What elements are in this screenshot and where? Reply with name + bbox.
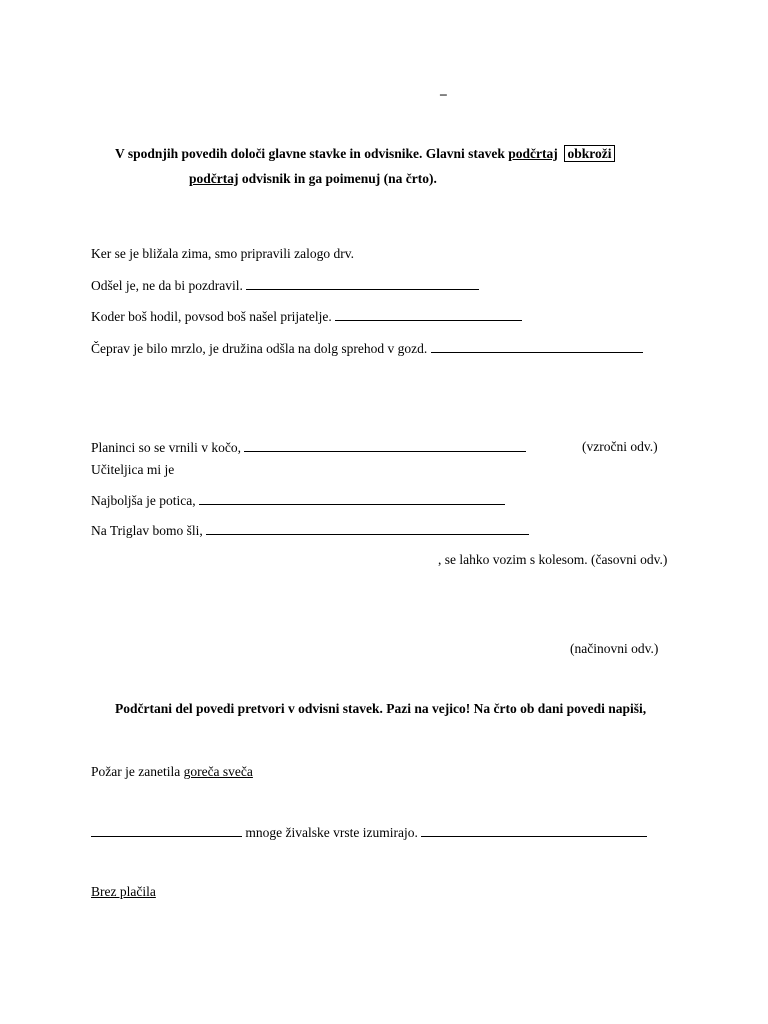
answer-blank[interactable]	[246, 277, 479, 290]
title-dash: –	[440, 86, 447, 101]
sentence-2	[91, 277, 479, 294]
triglav-line	[91, 522, 529, 539]
uciteljica-line: Učiteljica mi je	[91, 462, 175, 477]
sentence-3	[91, 308, 522, 325]
task2-instruction: Podčrtani del povedi pretvori v odvisni stavek. Pazi na vejico! Na črto ob dani povedi napiši,	[115, 701, 647, 716]
task1-instruction-line1	[115, 146, 615, 162]
answer-blank[interactable]	[421, 824, 647, 837]
pozar-underlined: goreča sveča	[183, 764, 253, 779]
planinci-line	[91, 439, 526, 456]
zivali-line	[91, 824, 647, 841]
brez-placila-line: Brez plačila	[91, 884, 156, 899]
sentence-3-text: Koder boš hodil, povsod boš našel prijatelje.	[91, 309, 332, 324]
answer-blank[interactable]	[244, 439, 526, 452]
sentence-4	[91, 340, 643, 357]
pozar-line	[91, 764, 253, 780]
task1-underline-word-2: podčrtaj	[189, 171, 239, 186]
task1-instruction-line2	[189, 171, 437, 187]
sentence-1: Ker se je bližala zima, smo pripravili zalogo drv.	[91, 246, 355, 261]
answer-blank[interactable]	[206, 522, 529, 535]
sentence-2-text: Odšel je, ne da bi pozdravil.	[91, 278, 243, 293]
answer-blank[interactable]	[91, 824, 242, 837]
triglav-text: Na Triglav bomo šli,	[91, 523, 203, 538]
vzrocni-label: (vzročni odv.)	[582, 439, 658, 454]
answer-blank[interactable]	[335, 308, 522, 321]
nacinovni-label: (načinovni odv.)	[570, 641, 659, 656]
potica-line	[91, 492, 505, 509]
zivali-text: mnoge živalske vrste izumirajo.	[242, 825, 422, 840]
answer-blank[interactable]	[199, 492, 505, 505]
kolo-line: , se lahko vozim s kolesom. (časovni odv.)	[438, 552, 668, 567]
pozar-text: Požar je zanetila	[91, 764, 184, 779]
task1-text-a: V spodnjih povedih določi glavne stavke in odvisnike. Glavni stavek	[115, 146, 509, 161]
task1-text-b: odvisnik in ga poimenuj (na črto).	[238, 171, 437, 186]
task1-boxed-word: obkroži	[564, 145, 614, 162]
planinci-text: Planinci so se vrnili v kočo,	[91, 440, 241, 455]
potica-text: Najboljša je potica,	[91, 493, 196, 508]
answer-blank[interactable]	[431, 340, 643, 353]
task1-underline-word: podčrtaj	[508, 146, 558, 161]
sentence-4-text: Čeprav je bilo mrzlo, je družina odšla na dolg sprehod v gozd.	[91, 341, 428, 356]
